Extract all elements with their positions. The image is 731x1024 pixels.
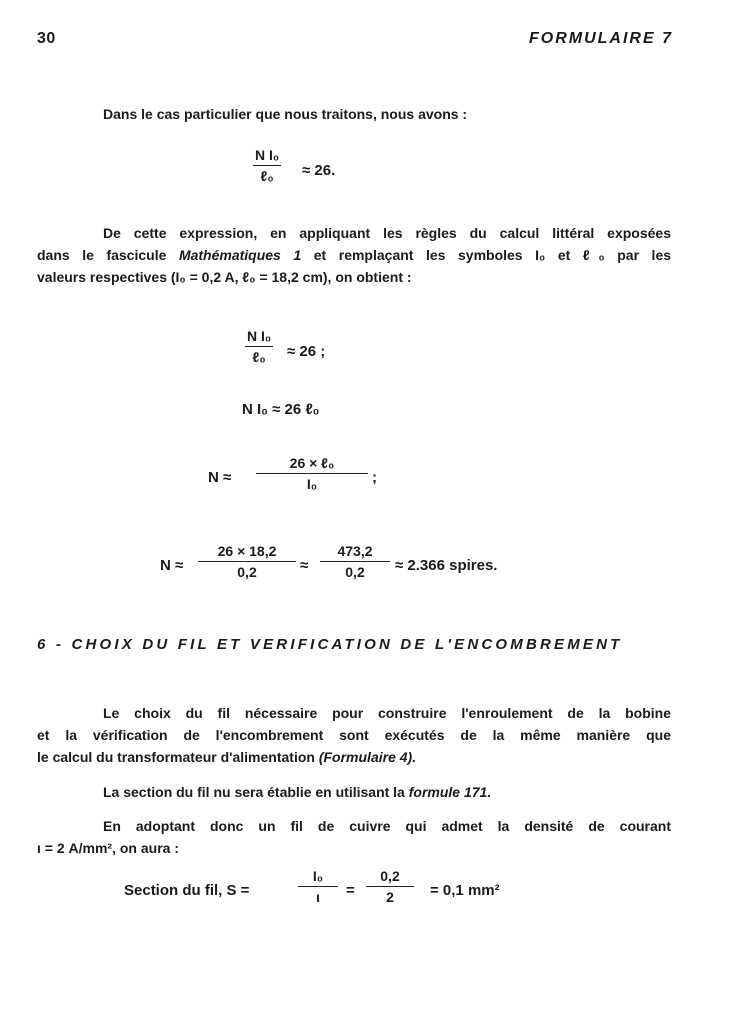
mathematiques-reference: Mathématiques 1: [178, 247, 302, 263]
paragraph-2-line-1: De cette expression, en appliquant les règles du calcul littéral exposées: [103, 225, 671, 241]
equation-4-numerator: 26 × ℓ₀: [256, 455, 368, 474]
equation-1-fraction: [253, 147, 281, 184]
paragraph-2-line-2-post: et remplaçant les symboles I₀ et ℓ₀ par les: [313, 247, 672, 263]
equation-5-numerator-2: 473,2: [320, 543, 390, 562]
equation-6-denominator-2: 2: [386, 889, 394, 905]
formulaire-4-reference: (Formulaire 4).: [318, 749, 417, 765]
equation-2-denominator: ℓ₀: [252, 349, 266, 365]
equation-6-equals: =: [346, 882, 355, 899]
paragraph-2-line-2-pre: dans le fascicule: [37, 247, 167, 263]
equation-4-fraction: [256, 455, 368, 492]
paragraph-2-line-3: valeurs respectives (I₀ = 0,2 A, ℓ₀ = 18,2 cm), on obtient :: [37, 269, 412, 285]
running-title: FORMULAIRE 7: [529, 30, 673, 47]
equation-3: N I₀ ≈ 26 ℓ₀: [242, 401, 320, 418]
formule-171-reference: formule 171.: [408, 784, 492, 800]
equation-1-relation: ≈ 26.: [302, 162, 336, 179]
equation-6-result: = 0,1 mm²: [430, 882, 500, 899]
equation-5-middle: ≈: [300, 557, 309, 574]
equation-2-numerator: N I₀: [245, 328, 273, 347]
equation-2-relation: ≈ 26 ;: [287, 343, 326, 360]
equation-5-denominator-1: 0,2: [237, 564, 257, 580]
equation-5-numerator-1: 26 × 18,2: [198, 543, 296, 562]
equation-5-lhs: N ≈: [160, 557, 184, 574]
paragraph-5: [37, 815, 671, 859]
paragraph-3-line-1: Le choix du fil nécessaire pour construire l'enroulement de la bobine: [103, 705, 671, 721]
paragraph-5-line-1: En adoptant donc un fil de cuivre qui admet la densité de courant: [103, 818, 671, 834]
paragraph-5-line-2: ι = 2 A/mm², on aura :: [37, 840, 179, 856]
paragraph-2: [37, 222, 671, 288]
equation-2-fraction: [245, 328, 273, 365]
equation-5-fraction-2: [320, 543, 390, 580]
section-heading: 6 - CHOIX DU FIL ET VERIFICATION DE L'ENCOMBREMENT: [37, 636, 623, 653]
paragraph-3-line-3: [37, 746, 671, 768]
equation-6-fraction-2: [366, 868, 414, 905]
paragraph-3: [37, 702, 671, 768]
equation-6-numerator-2: 0,2: [366, 868, 414, 887]
intro-paragraph: Dans le cas particulier que nous traitons, nous avons :: [103, 106, 468, 122]
page-number: 30: [37, 30, 56, 47]
equation-4-rhs: ;: [372, 469, 377, 486]
equation-4-denominator: I₀: [306, 476, 318, 492]
equation-6-numerator-1: I₀: [298, 868, 338, 887]
equation-6-denominator-1: ι: [316, 889, 320, 905]
equation-5-result: ≈ 2.366 spires.: [395, 557, 498, 574]
equation-6-label: Section du fil, S =: [124, 882, 250, 899]
equation-4-lhs: N ≈: [208, 469, 232, 486]
paragraph-3-line-2: et la vérification de l'encombrement sont exécutés de la même manière que: [37, 727, 671, 743]
equation-6-fraction-1: [298, 868, 338, 905]
equation-1-denominator: ℓ₀: [260, 168, 274, 184]
paragraph-2-line-2: [37, 244, 671, 266]
paragraph-4-pre: La section du fil nu sera établie en utilisant la: [103, 784, 405, 800]
paragraph-4: [37, 781, 671, 803]
equation-5-fraction-1: [198, 543, 296, 580]
equation-1-numerator: N I₀: [253, 147, 281, 166]
paragraph-3-line-3-pre: le calcul du transformateur d'alimentation: [37, 749, 315, 765]
equation-5-denominator-2: 0,2: [345, 564, 365, 580]
